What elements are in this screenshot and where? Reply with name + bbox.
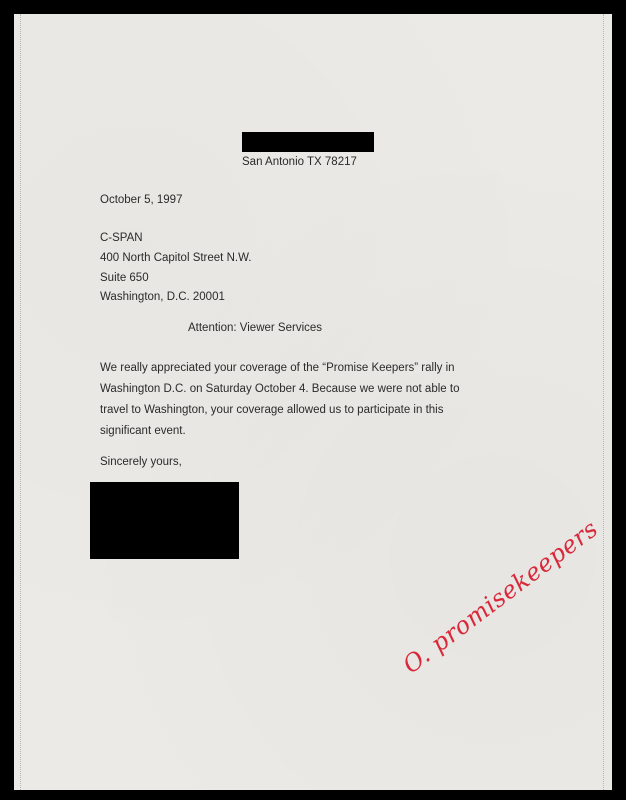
closing: Sincerely yours, [100,456,182,468]
recipient-street: 400 North Capitol Street N.W. [100,252,252,264]
letter-date: October 5, 1997 [100,194,183,206]
attention-line: Attention: Viewer Services [188,322,323,334]
letter-page [14,14,612,790]
body-line: travel to Washington, your coverage allowed us to participate in this [100,404,444,416]
left-perforation [20,14,27,790]
recipient-name: C-SPAN [100,232,143,244]
recipient-city: Washington, D.C. 20001 [100,291,225,303]
body-line: Washington D.C. on Saturday October 4. Because we were not able to [100,383,460,395]
redacted-sender-name [242,132,374,152]
body-line: We really appreciated your coverage of the “Promise Keepers” rally in [100,362,455,374]
sender-city: San Antonio TX 78217 [242,156,357,168]
handwritten-annotation: O. promisekeepers [397,514,604,680]
recipient-suite: Suite 650 [100,272,149,284]
redacted-signature [90,482,239,559]
right-perforation [603,14,610,790]
letter-body [100,358,500,442]
body-line: significant event. [100,425,186,437]
